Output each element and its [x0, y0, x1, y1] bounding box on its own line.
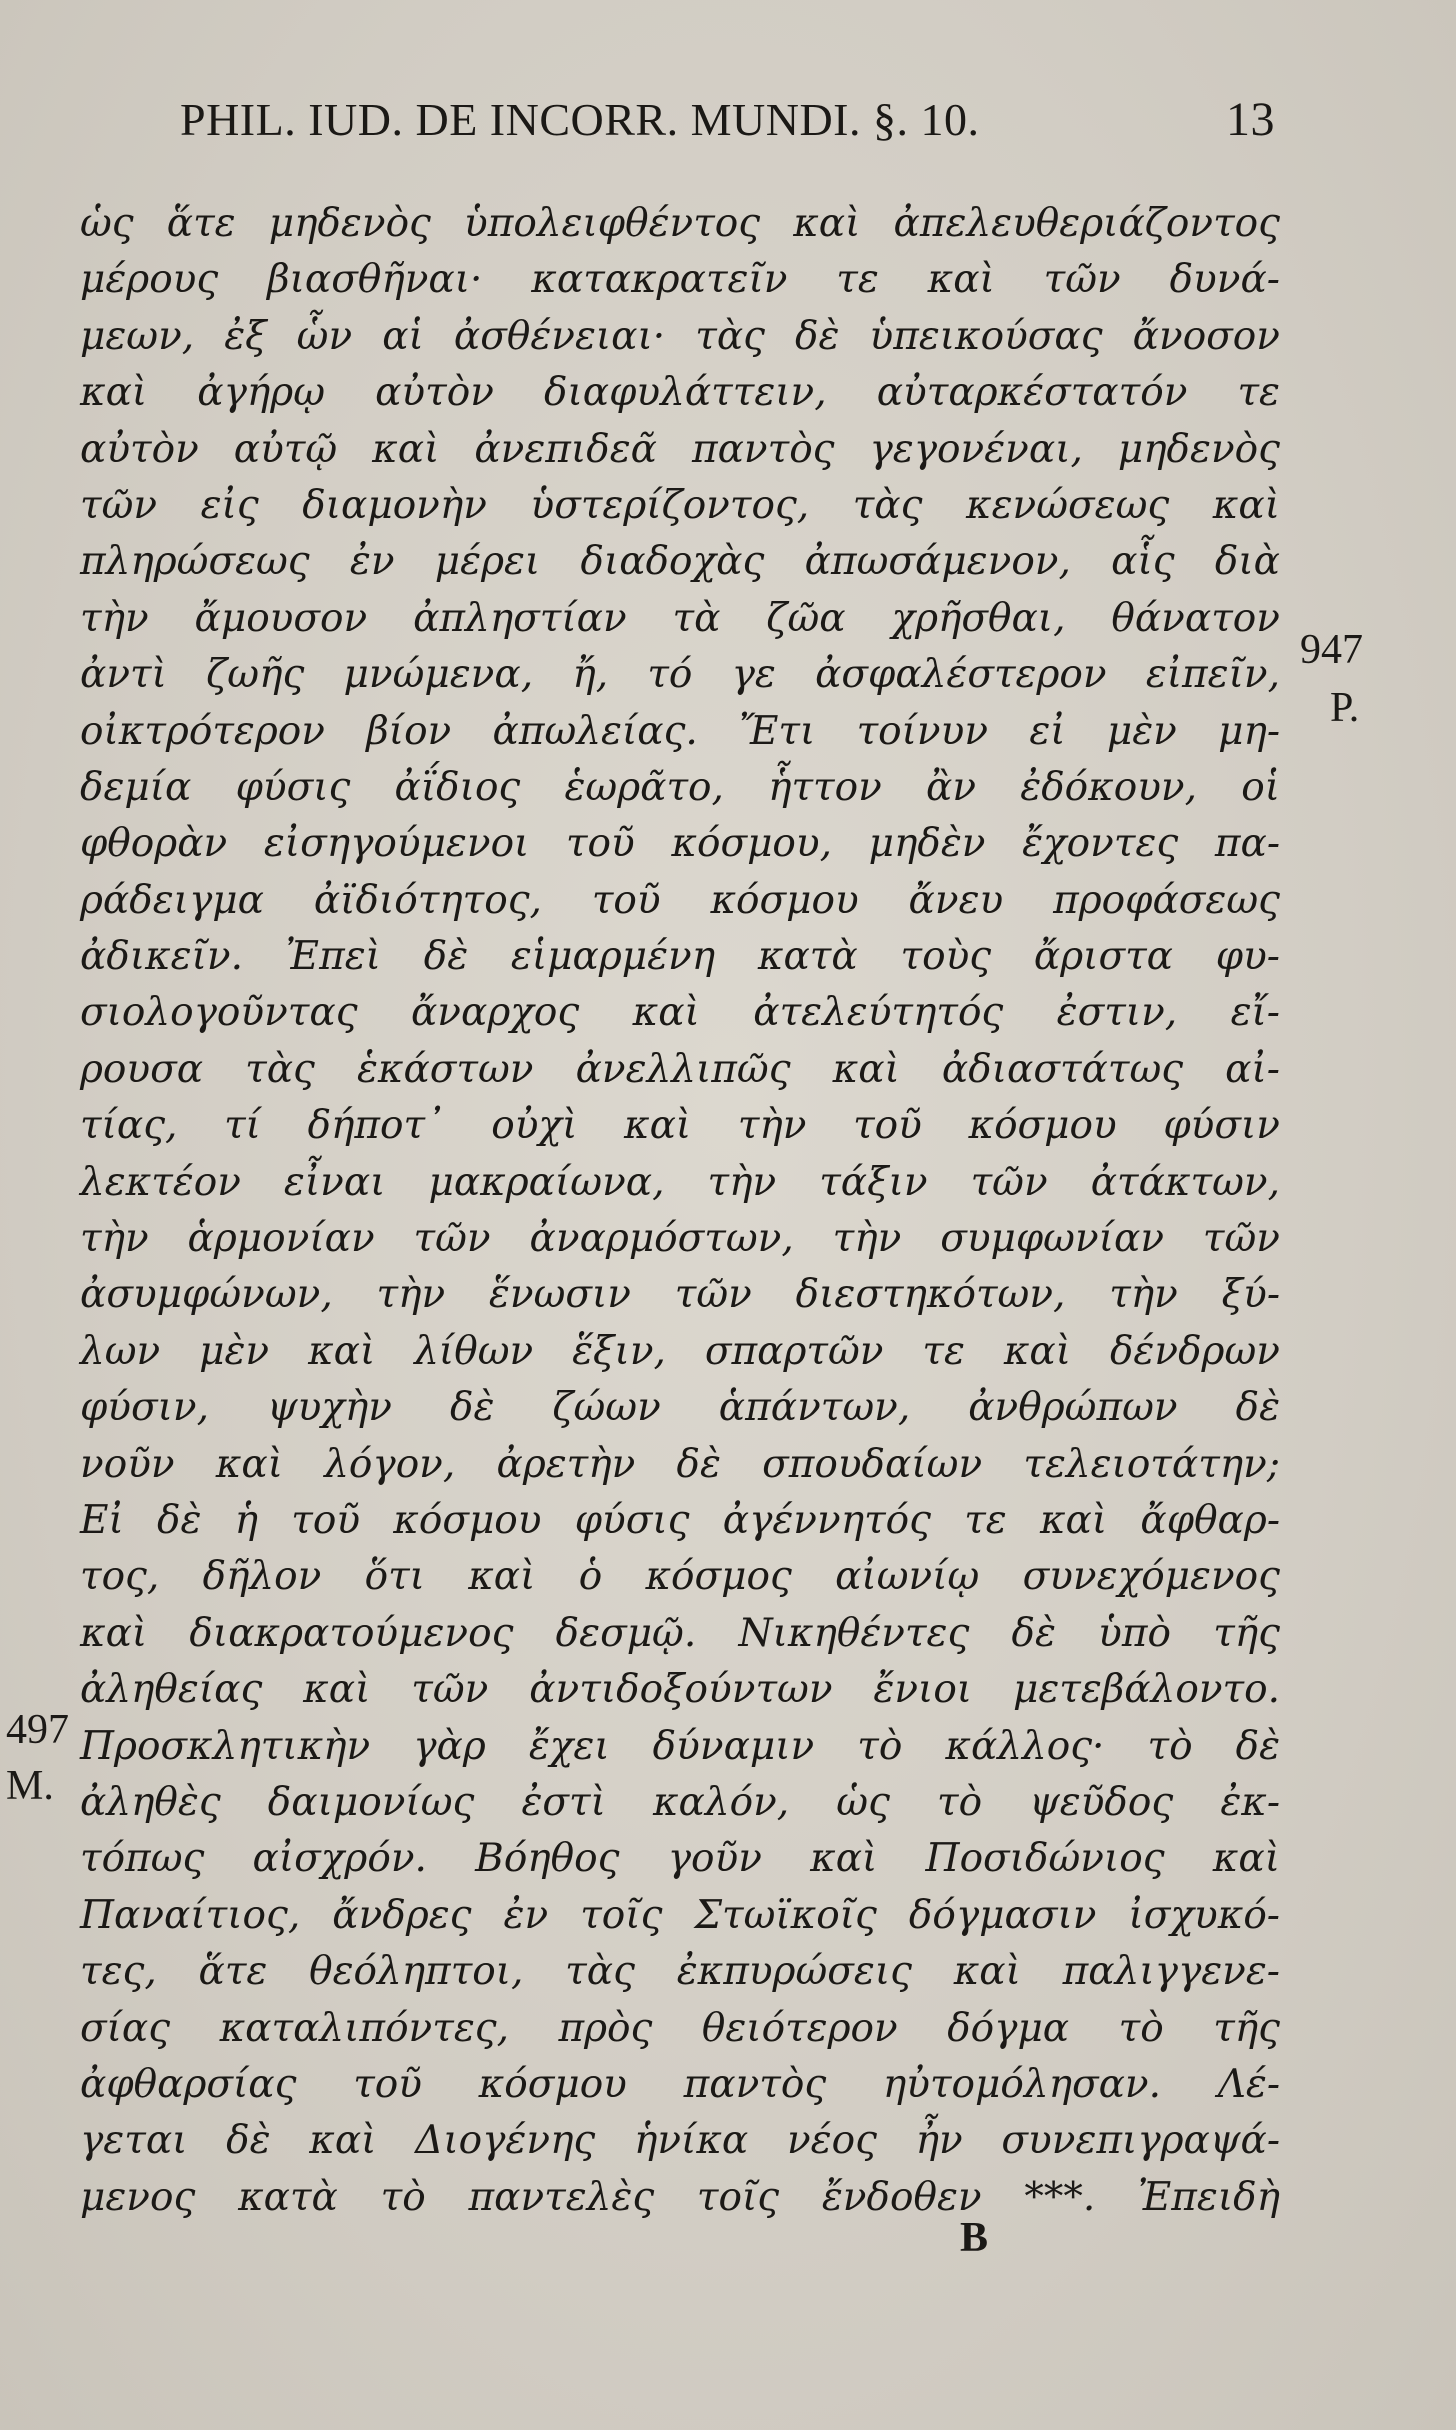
text-line: ἀσυμφώνων, τὴν ἕνωσιν τῶν διεστηκότων, τὴν ξύ-: [80, 1272, 1280, 1318]
text-line: τὴν ἁρμονίαν τῶν ἀναρμόστων, τὴν συμφωνίαν τῶν: [80, 1216, 1280, 1262]
text-line: φθορὰν εἰσηγούμενοι τοῦ κόσμου, μηδὲν ἔχοντες πα-: [80, 821, 1280, 867]
text-line: πληρώσεως ἐν μέρει διαδοχὰς ἀπωσάμενον, αἷς διὰ: [80, 539, 1280, 585]
margin-page-ref-right-letter: P.: [1330, 685, 1360, 731]
text-line: λεκτέον εἶναι μακραίωνα, τὴν τάξιν τῶν ἀτάκτων,: [80, 1159, 1280, 1205]
text-line: μεων, ἐξ ὧν αἱ ἀσθένειαι· τὰς δὲ ὑπεικούσας ἄνοσον: [80, 313, 1280, 359]
text-line: Εἰ δὲ ἡ τοῦ κόσμου φύσις ἀγέννητός τε καὶ ἄφθαρ-: [80, 1497, 1280, 1543]
text-line: αὐτὸν αὐτῷ καὶ ἀνεπιδεᾶ παντὸς γεγονέναι, μηδενὸς: [80, 426, 1280, 472]
text-line: ἀντὶ ζωῆς μνώμενα, ἤ, τό γε ἀσφαλέστερον εἰπεῖν,: [80, 652, 1280, 698]
text-line: ράδειγμα ἀϊδιότητος, τοῦ κόσμου ἄνευ προφάσεως: [80, 877, 1280, 923]
text-line: ἀληθὲς δαιμονίως ἐστὶ καλόν, ὡς τὸ ψεῦδος ἐκ-: [80, 1779, 1280, 1825]
text-line: τες, ἅτε θεόληπτοι, τὰς ἐκπυρώσεις καὶ παλιγγενε-: [80, 1949, 1280, 1995]
text-line: λων μὲν καὶ λίθων ἕξιν, σπαρτῶν τε καὶ δένδρων: [80, 1328, 1280, 1374]
running-header: [180, 92, 1275, 152]
text-line: ὡς ἅτε μηδενὸς ὑπολειφθέντος καὶ ἀπελευθεριάζοντος: [80, 201, 1280, 246]
text-line: ἀληθείας καὶ τῶν ἀντιδοξούντων ἔνιοι μετεβάλοντο.: [80, 1667, 1280, 1713]
margin-page-ref-left-letter: M.: [6, 1763, 54, 1809]
text-line: ἀφθαρσίας τοῦ κόσμου παντὸς ηὐτομόλησαν. Λέ-: [80, 2061, 1280, 2107]
text-line: τὴν ἄμουσον ἀπληστίαν τὰ ζῶα χρῆσθαι, θάνατον: [80, 595, 1280, 641]
text-line: γεται δὲ καὶ Διογένης ἡνίκα νέος ἦν συνεπιγραψά-: [80, 2118, 1280, 2164]
page-number: 13: [1226, 93, 1275, 146]
text-line: καὶ ἀγήρῳ αὐτὸν διαφυλάττειν, αὐταρκέστατόν τε: [80, 370, 1280, 416]
text-line: νοῦν καὶ λόγον, ἀρετὴν δὲ σπουδαίων τελειοτάτην;: [80, 1441, 1280, 1487]
margin-page-ref-right: 947: [1300, 627, 1363, 673]
text-line: δεμία φύσις ἀΐδιος ἑωρᾶτο, ἧττον ἂν ἐδόκουν, οἱ: [80, 764, 1280, 810]
text-line: σιολογοῦντας ἄναρχος καὶ ἀτελεύτητός ἐστιν, εἴ-: [80, 990, 1280, 1036]
text-line: ἀδικεῖν. Ἐπεὶ δὲ εἱμαρμένη κατὰ τοὺς ἄριστα φυ-: [80, 934, 1280, 980]
text-line: τος, δῆλον ὅτι καὶ ὁ κόσμος αἰωνίῳ συνεχόμενος: [80, 1554, 1280, 1600]
running-title: PHIL. IUD. DE INCORR. MUNDI. §. 10.: [180, 94, 980, 145]
margin-page-ref-left: 497: [6, 1707, 69, 1753]
text-line: ρουσα τὰς ἑκάστων ἀνελλιπῶς καὶ ἀδιαστάτως αἰ-: [80, 1046, 1280, 1092]
text-line: τῶν εἰς διαμονὴν ὑστερίζοντος, τὰς κενώσεως καὶ: [80, 482, 1280, 528]
text-line: οἰκτρότερον βίον ἀπωλείας. Ἔτι τοίνυν εἰ μὲν μη-: [80, 708, 1280, 754]
text-line: καὶ διακρατούμενος δεσμῷ. Νικηθέντες δὲ ὑπὸ τῆς: [80, 1610, 1280, 1656]
text-line: μέρους βιασθῆναι· κατακρατεῖν τε καὶ τῶν δυνά-: [80, 257, 1280, 303]
text-line: τίας, τί δήποτ᾽ οὐχὶ καὶ τὴν τοῦ κόσμου φύσιν: [80, 1103, 1280, 1149]
text-line: φύσιν, ψυχὴν δὲ ζώων ἁπάντων, ἀνθρώπων δὲ: [80, 1385, 1280, 1431]
text-line: σίας καταλιπόντες, πρὸς θειότερον δόγμα τὸ τῆς: [80, 2005, 1280, 2051]
text-line: τόπως αἰσχρόν. Βόηθος γοῦν καὶ Ποσιδώνιος καὶ: [80, 1836, 1280, 1882]
greek-text-block: [80, 196, 1280, 2226]
text-line: μενος κατὰ τὸ παντελὲς τοῖς ἔνδοθεν ***. Ἐπειδὴ: [80, 2174, 1280, 2220]
text-line: Παναίτιος, ἄνδρες ἐν τοῖς Στωϊκοῖς δόγμασιν ἰσχυκό-: [80, 1892, 1280, 1938]
text-line: Προσκλητικὴν γὰρ ἔχει δύναμιν τὸ κάλλος· τὸ δὲ: [80, 1723, 1280, 1769]
signature-mark: B: [960, 2215, 989, 2261]
